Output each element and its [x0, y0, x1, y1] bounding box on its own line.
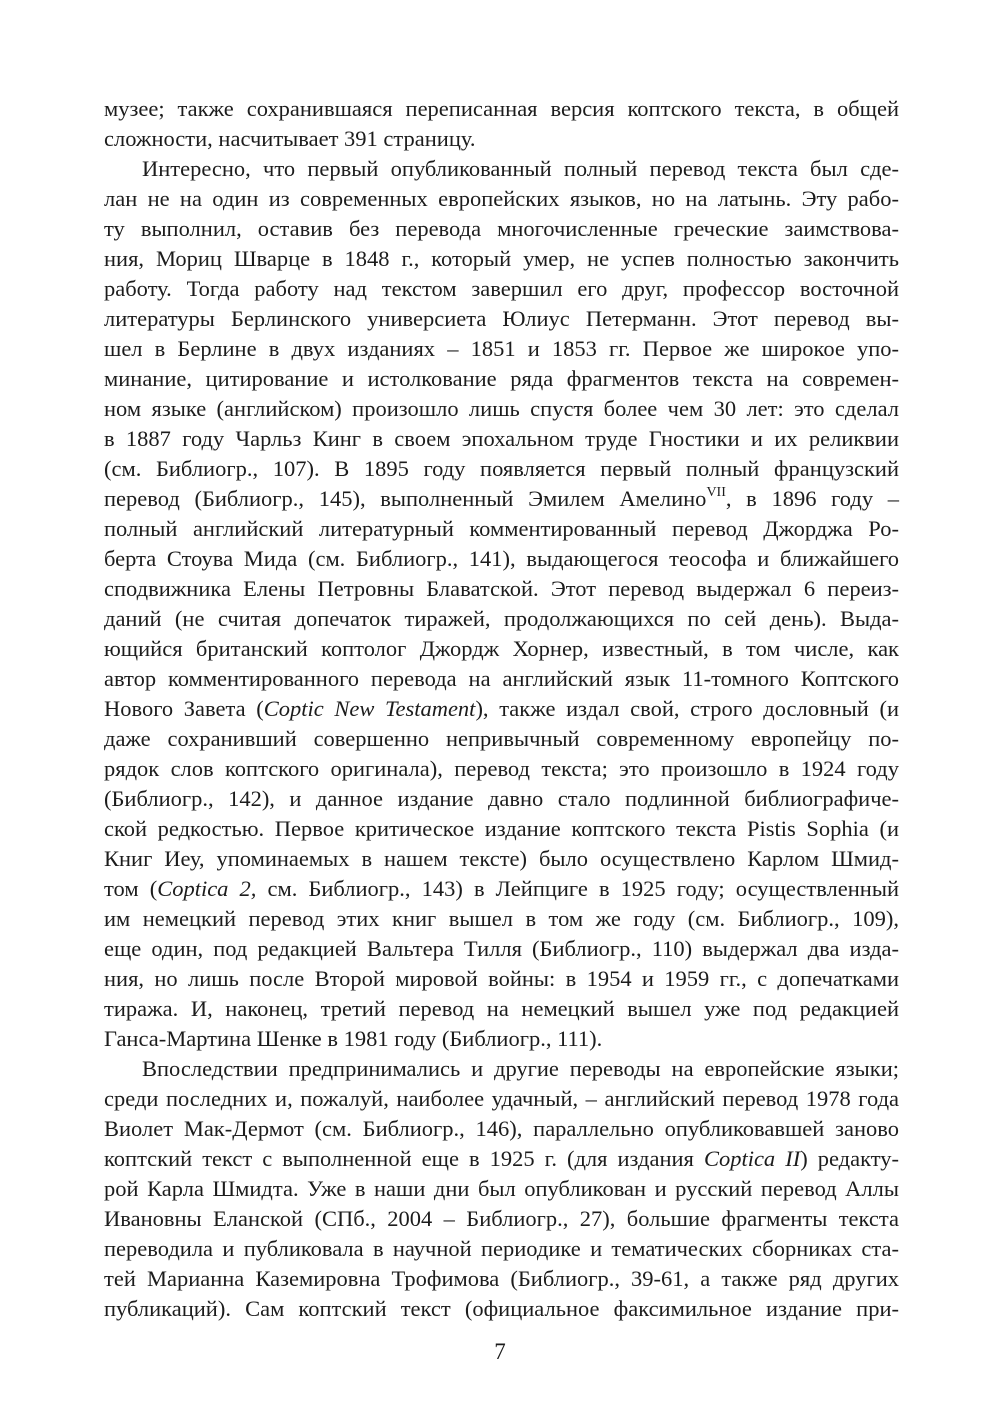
- text-segment: см. Библиогр., 143) в Лейпциге в 1925 году; осуществленный: [256, 876, 899, 901]
- text-line: шел в Берлине в двух изданиях – 1851 и 1853 гг. Первое же широкое упо-: [104, 336, 899, 361]
- text-line: минание, цитирование и истолкование ряда фрагментов текста на современ-: [104, 366, 899, 391]
- text-line: (Библиогр., 142), и данное издание давно стало подлинной библиографиче-: [104, 786, 899, 811]
- text-line: лан не на один из современных европейских языков, но на латынь. Эту рабо-: [104, 186, 899, 211]
- text-line: [104, 1144, 899, 1174]
- text-line: публикаций). Сам коптский текст (официальное факсимильное издание при-: [104, 1296, 899, 1321]
- text-line: Интересно, что первый опубликованный полный перевод текста был сде-: [142, 156, 899, 181]
- text-line: сложности, насчитывает 391 страницу.: [104, 126, 476, 151]
- text-line: в 1887 году Чарльз Кинг в своем эпохальном труде Гностики и их реликвии: [104, 426, 899, 451]
- text-line: музее; также сохранившаяся переписанная версия коптского текста, в общей: [104, 96, 899, 121]
- body-text: [104, 94, 899, 1324]
- text-line: (см. Библиогр., 107). В 1895 году появляется первый полный французский: [104, 456, 899, 481]
- text-segment: ), также издал свой, строго дословный (и: [475, 696, 899, 721]
- text-line: Книг Иеу, упоминаемых в нашем тексте) было осуществлено Карлом Шмид-: [104, 846, 899, 871]
- text-line: автор комментированного перевода на английский язык 11-томного Коптского: [104, 666, 899, 691]
- text-segment: том (: [104, 876, 158, 901]
- text-line: даже сохранивший совершенно непривычный современному европейцу по-: [104, 726, 899, 751]
- text-line: [104, 484, 899, 514]
- text-line: Впоследствии предпринимались и другие переводы на европейские языки;: [142, 1056, 899, 1081]
- text-line: Ивановны Еланской (СПб., 2004 – Библиогр., 27), большие фрагменты текста: [104, 1206, 899, 1231]
- text-line: рядок слов коптского оригинала), перевод текста; это произошло в 1924 году: [104, 756, 899, 781]
- text-line: ном языке (английском) произошло лишь спустя более чем 30 лет: это сделал: [104, 396, 899, 421]
- italic-title: Coptica II: [703, 1146, 801, 1171]
- text-line: [104, 874, 899, 904]
- text-line: сподвижника Елены Петровны Блаватской. Этот перевод выдержал 6 переиз-: [104, 576, 899, 601]
- endnote-reference: VII: [706, 484, 726, 500]
- text-line: рой Карла Шмидта. Уже в наши дни был опубликован и русский перевод Аллы: [104, 1176, 899, 1201]
- italic-title: Coptica 2,: [157, 876, 257, 901]
- text-line: берта Стоува Мида (см. Библиогр., 141), выдающегося теософа и ближайшего: [104, 546, 899, 571]
- text-line: ния, Мориц Шварце в 1848 г., который умер, не успев полностью закончить: [104, 246, 899, 271]
- text-line: работу. Тогда работу над текстом завершил его друг, профессор восточной: [104, 276, 899, 301]
- text-line: даний (не считая допечаток тиражей, продолжающихся по сей день). Выда-: [104, 606, 899, 631]
- text-line: литературы Берлинского универсиета Юлиус Петерманн. Этот перевод вы-: [104, 306, 899, 331]
- text-line: [104, 694, 899, 724]
- text-line: ния, но лишь после Второй мировой войны: в 1954 и 1959 гг., с допечатками: [104, 966, 899, 991]
- text-line: полный английский литературный комментированный перевод Джорджа Ро-: [104, 516, 899, 541]
- text-line: ской редкостью. Первое критическое издание коптского текста Pistis Sophia (и: [104, 816, 899, 841]
- text-segment: Нового Завета (: [104, 696, 264, 721]
- text-line: еще один, под редакцией Вальтера Тилля (Библиогр., 110) выдержал два изда-: [104, 936, 899, 961]
- text-segment: ) редакту-: [800, 1146, 900, 1171]
- text-line: среди последних и, пожалуй, наиболее удачный, – английский перевод 1978 года: [104, 1086, 899, 1111]
- text-segment: , в 1896 году –: [725, 486, 900, 511]
- text-line: Виолет Мак-Дермот (см. Библиогр., 146), параллельно опубликовавшей заново: [104, 1116, 899, 1141]
- text-segment: перевод (Библиогр., 145), выполненный Эмилем Амелино: [104, 486, 707, 511]
- text-line: ющийся британский коптолог Джордж Хорнер, известный, в том числе, как: [104, 636, 899, 661]
- text-segment: коптский текст с выполненной еще в 1925 г. (для издания: [104, 1146, 704, 1171]
- text-line: Ганса-Мартина Шенке в 1981 году (Библиогр., 111).: [104, 1026, 603, 1051]
- text-line: тей Марианна Каземировна Трофимова (Библиогр., 39-61, а также ряд других: [104, 1266, 899, 1291]
- text-line: тиража. И, наконец, третий перевод на немецкий вышел уже под редакцией: [104, 996, 899, 1021]
- text-line: переводила и публиковала в научной периодике и тематических сборниках ста-: [104, 1236, 899, 1261]
- italic-title: Coptic New Testament: [263, 696, 476, 721]
- text-line: им немецкий перевод этих книг вышел в том же году (см. Библиогр., 109),: [104, 906, 899, 931]
- page-number: 7: [494, 1339, 506, 1364]
- text-line: ту выполнил, оставив без перевода многочисленные греческие заимствова-: [104, 216, 899, 241]
